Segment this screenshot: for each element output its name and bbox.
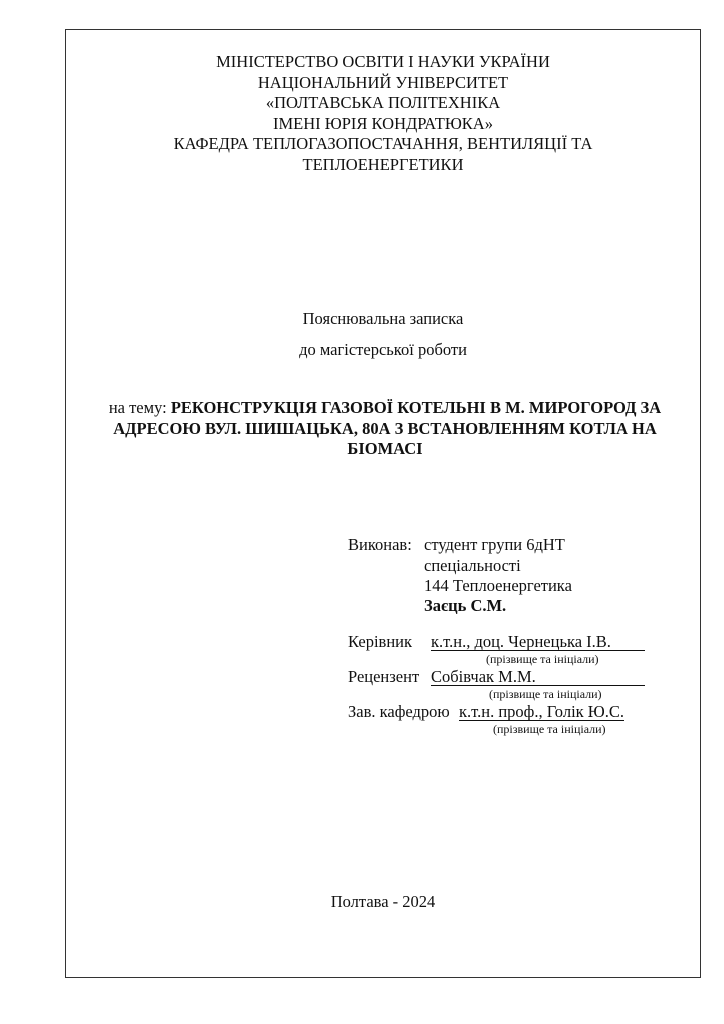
- author-group: студент групи 6дНТ: [424, 535, 565, 554]
- reviewer-label: Рецензент: [348, 667, 420, 686]
- document-type: Пояснювальна записка: [302, 309, 464, 328]
- document-subtype: до магістерської роботи: [299, 340, 467, 359]
- author-name: Заєць С.М.: [424, 596, 507, 615]
- reviewer-caption: (прізвище та ініціали): [489, 687, 602, 701]
- head-of-department-label: Зав. кафедрою: [348, 702, 450, 721]
- supervisor-caption: (прізвище та ініціали): [486, 652, 599, 666]
- head-of-department-caption: (прізвище та ініціали): [493, 722, 606, 736]
- header-line-department-cont: ТЕПЛОЕНЕРГЕТИКИ: [302, 154, 464, 174]
- header-line-named-after: ІМЕНІ ЮРІЯ КОНДРАТЮКА»: [273, 113, 493, 133]
- supervisor-field: [431, 632, 645, 653]
- head-of-department-field: [459, 702, 624, 723]
- city-year: Полтава - 2024: [330, 892, 436, 911]
- reviewer-field: [431, 667, 645, 688]
- thesis-topic: [90, 398, 680, 460]
- head-of-department-value: к.т.н. проф., Голік Ю.С.: [459, 702, 625, 721]
- topic-prefix: на тему:: [108, 398, 171, 417]
- header-line-university: НАЦІОНАЛЬНИЙ УНІВЕРСИТЕТ: [257, 72, 509, 92]
- institution-header: [65, 52, 701, 175]
- header-line-university-name: «ПОЛТАВСЬКА ПОЛІТЕХНІКА: [265, 93, 501, 112]
- reviewer-value: Собівчак М.М.: [431, 669, 645, 686]
- author-specialty: 144 Теплоенергетика: [424, 576, 572, 595]
- author-specialty-label: спеціальності: [424, 556, 521, 575]
- author-label: Виконав:: [348, 535, 412, 554]
- header-line-department: КАФЕДРА ТЕПЛОГАЗОПОСТАЧАННЯ, ВЕНТИЛЯЦІЇ ТА: [173, 134, 593, 153]
- header-line-ministry: МІНІСТЕРСТВО ОСВІТИ І НАУКИ УКРАЇНИ: [216, 52, 550, 71]
- supervisor-value: к.т.н., доц. Чернецька І.В.: [431, 634, 645, 651]
- supervisor-label: Керівник: [348, 632, 413, 651]
- topic-title: РЕКОНСТРУКЦІЯ ГАЗОВОЇ КОТЕЛЬНІ В М. МИРОГОРОД ЗА АДРЕСОЮ ВУЛ. ШИШАЦЬКА, 80А З ВСТАНОВЛЕННЯМ КОТЛА НА БІОМАСІ: [113, 398, 662, 458]
